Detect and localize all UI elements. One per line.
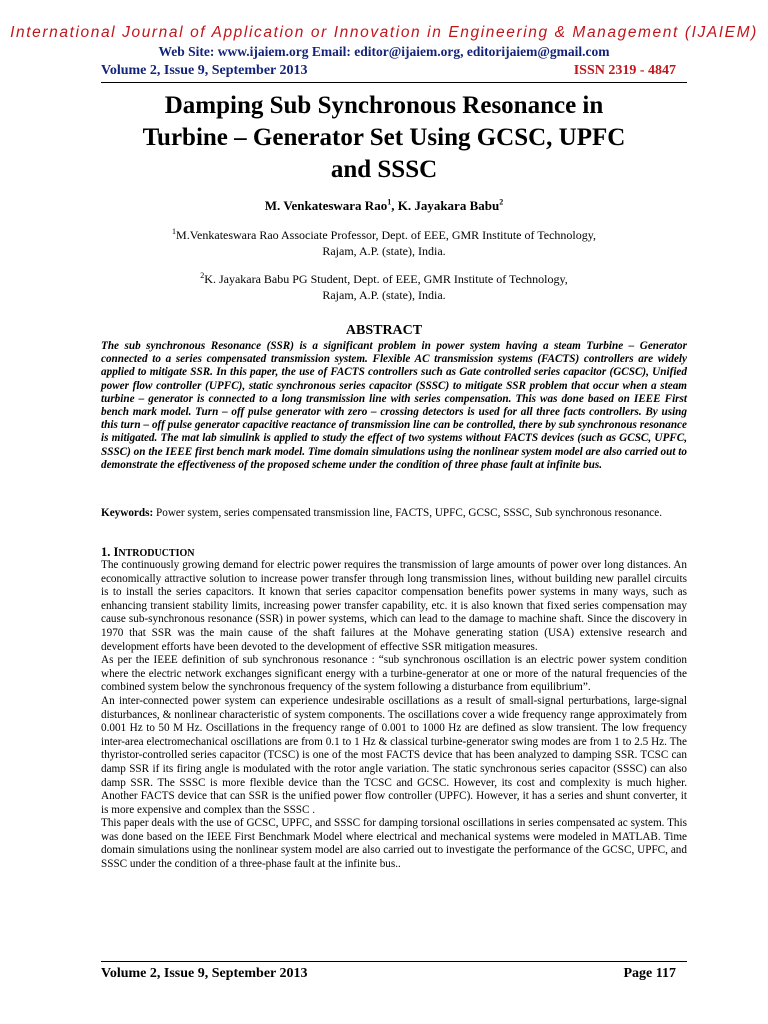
paper-authors xyxy=(0,198,768,214)
footer-rule xyxy=(101,961,687,962)
footer-volume: Volume 2, Issue 9, September 2013 xyxy=(101,966,308,981)
aff-1-line-1: M.Venkateswara Rao Associate Professor, Dept. of EEE, GMR Institute of Technology, xyxy=(176,228,596,242)
title-line-3: and SSSC xyxy=(330,156,438,183)
paragraph: An inter-connected power system can experience undesirable oscillations as a result of small-signal perturbations, large-signal disturbances, & nonlinear characteristic of system components. The oscillations cover a wide frequency range approximately from 0.001 Hz to 50 M Hz. Oscillations in the frequency range of 0.001 to 1000 Hz are defined as slow transient. The low frequency inter-area electromechanical oscillations are from 0.1 to 1 Hz & classical turbine-generator swing modes are from 1 to 2.5 Hz. The thyristor-controlled series capacitor (TCSC) is one of the most FACTS device that has been analyzed to damping SSR. TCSC can damp SSR if its firing angle is modulated with the rotor angle variation. The static synchronous series capacitor (SSSC) can also damp SSR. The SSSC is more flexible device than the TCSC and GCSC. However, its cost and complexity is much higher. Another FACTS device that can SSR is the unified power flow controller (UPFC). However, it has a series and shunt converter, it is more expensive and complex than the SSSC . xyxy=(101,694,687,816)
footer-page-number: Page 117 xyxy=(623,966,676,981)
paragraph: As per the IEEE definition of sub synchronous resonance : “sub synchronous oscillation is an electric power system condition where the electric network exchanges significant energy with a turbine-generator at one or more of the natural frequencies of the combined system below the synchronous frequency of the system following a disturbance from equilibrium”. xyxy=(101,654,687,694)
section-title: NTRODUCTION xyxy=(118,548,195,559)
journal-name: International Journal of Application or Innovation in Engineering & Management (IJAIEM) xyxy=(10,24,758,41)
aff-1-line-2: Rajam, A.P. (state), India. xyxy=(322,244,446,258)
section-heading-introduction xyxy=(101,545,195,560)
header-rule xyxy=(101,82,687,83)
paragraph: The continuously growing demand for electric power requires the transmission of large amounts of power over long distances. An economically attractive solution to increase power transfer through long transmission lines, without building new parallel circuits is to install the series capacitors. It known that series capacitor compensation benefits power systems in many ways, such as enhancing transient stability limits, increasing power transfer capability, etc. it is also known that fixed series compensation may cause sub-synchronous resonance (SSR) in power systems, which can lead to the damage to machine shaft. Since the discovery in 1970 that SSR was the main cause of the shaft failures at the Mohave generating station (USA) extensive research and development efforts have been devoted to the development of effective SSR mitigation measures. xyxy=(101,559,687,653)
keywords-label: Keywords: xyxy=(101,507,154,519)
aff-2-line-2: Rajam, A.P. (state), India. xyxy=(322,288,446,302)
title-line-2: Turbine – Generator Set Using GCSC, UPFC xyxy=(142,124,626,151)
aff-2-line-1: K. Jayakara Babu PG Student, Dept. of EEE, GMR Institute of Technology, xyxy=(204,272,568,286)
author-1: M. Venkateswara Rao xyxy=(264,198,388,213)
header-volume: Volume 2, Issue 9, September 2013 xyxy=(101,63,308,78)
keywords xyxy=(101,506,687,520)
paper-title xyxy=(110,90,658,186)
title-line-1: Damping Sub Synchronous Resonance in xyxy=(164,92,604,119)
aff-1-sup: 1 xyxy=(172,227,177,236)
affiliation-2 xyxy=(0,271,768,303)
abstract-heading: ABSTRACT xyxy=(345,323,423,338)
author-separator: , xyxy=(391,198,398,213)
author-2-sup: 2 xyxy=(499,197,504,207)
author-1-sup: 1 xyxy=(387,197,392,207)
aff-2-sup: 2 xyxy=(200,271,205,280)
header-volume-row xyxy=(101,63,676,81)
keywords-text: Power system, series compensated transmission line, FACTS, UPFC, GCSC, SSSC, Sub synchronous resonance. xyxy=(153,507,663,519)
header-issn: ISSN 2319 - 4847 xyxy=(573,63,676,78)
introduction-body xyxy=(101,559,687,872)
affiliation-1 xyxy=(0,227,768,259)
section-number: 1. I xyxy=(101,545,119,559)
abstract-text: The sub synchronous Resonance (SSR) is a significant problem in power system having a steam Turbine – Generator connected to a series compensated transmission system. Flexible AC transmission systems (FACTS) controllers are widely applied to mitigate SSR. In this paper, the use of FACTS controllers such as Gate controlled series capacitor (GCSC), Unified power flow controller (UPFC), static synchronous series capacitor (SSSC) to mitigate SSR problem that occur when a steam turbine – generator is connected to a long transmission line with series compensation. This was done based on IEEE First bench mark model. Turn – off pulse generator with zero – crossing detectors is used for all three facts controllers. By using this turn – off pulse generator capacitive reactance of transmission line can be controlled, there by sub synchronous resonance is mitigated. The mat lab simulink is applied to study the effect of two systems without FACTS devices (such as GCSC, UPFC, SSSC) on the IEEE first bench mark model. Time domain simulations using the nonlinear system model are also carried out to demonstrate the effectiveness of the proposed scheme under the condition of three phase fault at infinite bus. xyxy=(101,340,687,471)
journal-website: Web Site: www.ijaiem.org Email: editor@ijaiem.org, editorijaiem@gmail.com xyxy=(158,44,610,59)
paragraph: This paper deals with the use of GCSC, UPFC, and SSSC for damping torsional oscillations in series compensated ac system. This was done based on the IEEE First Benchmark Model where electrical and mechanical systems were modeled in MATLAB. Time domain simulations using the nonlinear system model are also carried out to investigate the performance of the GCSC, UPFC, and SSSC under the condition of a three-phase fault at the infinite bus.. xyxy=(101,817,687,871)
author-2: K. Jayakara Babu xyxy=(397,198,500,213)
